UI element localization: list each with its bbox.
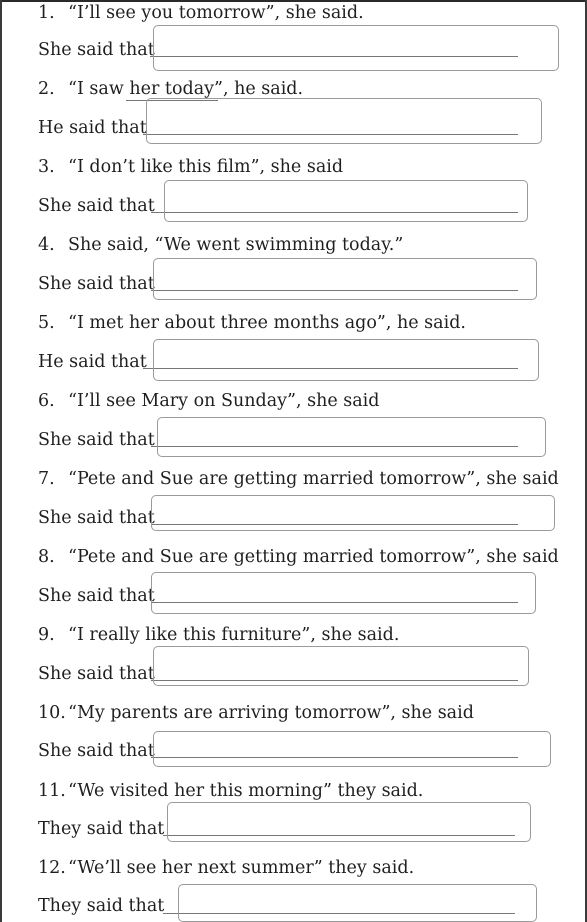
question-7: [38, 469, 559, 489]
question-text: “I met her about three months ago”, he said.: [68, 313, 466, 333]
question-text: “We visited her this morning” they said.: [68, 781, 424, 801]
answer-lead-6: She said that: [38, 430, 155, 450]
question-number: 9.: [38, 625, 55, 645]
answer-input-4[interactable]: [153, 258, 537, 300]
question-6: [38, 391, 379, 411]
answer-lead-8: She said that: [38, 586, 155, 606]
question-text: She said, “We went swimming today.”: [68, 235, 404, 255]
question-4: [38, 235, 403, 255]
answer-input-9[interactable]: [153, 646, 529, 686]
answer-input-5[interactable]: [153, 339, 539, 381]
answer-input-10[interactable]: [153, 731, 551, 767]
answer-lead-4: She said that: [38, 274, 155, 294]
question-text: “We’ll see her next summer” they said.: [68, 858, 415, 878]
question-11: [38, 781, 423, 801]
answer-lead-11: They said that: [38, 819, 165, 839]
question-8: [38, 547, 559, 567]
question-number: 3.: [38, 157, 55, 177]
answer-input-1[interactable]: [153, 25, 559, 71]
answer-input-11[interactable]: [167, 802, 531, 842]
question-2: [38, 79, 303, 99]
answer-lead-2: He said that: [38, 118, 147, 138]
answer-input-2[interactable]: [146, 98, 542, 144]
question-text: “I’ll see Mary on Sunday”, she said: [68, 391, 380, 411]
question-1: [38, 3, 364, 23]
question-number: 4.: [38, 235, 55, 255]
answer-lead-1: She said that: [38, 40, 155, 60]
question-number: 2.: [38, 79, 55, 99]
question-number: 8.: [38, 547, 55, 567]
question-text: “I’ll see you tomorrow”, she said.: [68, 3, 364, 23]
answer-lead-10: She said that: [38, 741, 155, 761]
question-number: 6.: [38, 391, 55, 411]
answer-input-6[interactable]: [157, 417, 546, 457]
left-border: [0, 0, 2, 922]
answer-lead-7: She said that: [38, 508, 155, 528]
answer-lead-3: She said that: [38, 196, 155, 216]
question-number: 11.: [38, 781, 66, 801]
question-10: [38, 703, 474, 723]
question-text: “I saw her today”, he said.: [68, 79, 304, 99]
answer-input-3[interactable]: [164, 180, 528, 222]
question-number: 7.: [38, 469, 55, 489]
question-9: [38, 625, 399, 645]
answer-lead-12: They said that: [38, 896, 165, 916]
question-text: “My parents are arriving tomorrow”, she said: [68, 703, 474, 723]
answer-input-8[interactable]: [151, 572, 536, 614]
top-border: [0, 0, 587, 2]
question-number: 10.: [38, 703, 66, 723]
answer-lead-9: She said that: [38, 664, 155, 684]
question-number: 5.: [38, 313, 55, 333]
question-number: 1.: [38, 3, 55, 23]
question-3: [38, 157, 343, 177]
question-12: [38, 858, 414, 878]
question-text: “I don’t like this film”, she said: [68, 157, 344, 177]
question-5: [38, 313, 466, 333]
answer-lead-5: He said that: [38, 352, 147, 372]
answer-input-7[interactable]: [151, 495, 555, 531]
question-text: “Pete and Sue are getting married tomorrow”, she said: [68, 547, 559, 567]
question-text: “I really like this furniture”, she said.: [68, 625, 400, 645]
question-number: 12.: [38, 858, 66, 878]
answer-input-12[interactable]: [178, 884, 537, 922]
question-text: “Pete and Sue are getting married tomorrow”, she said: [68, 469, 559, 489]
